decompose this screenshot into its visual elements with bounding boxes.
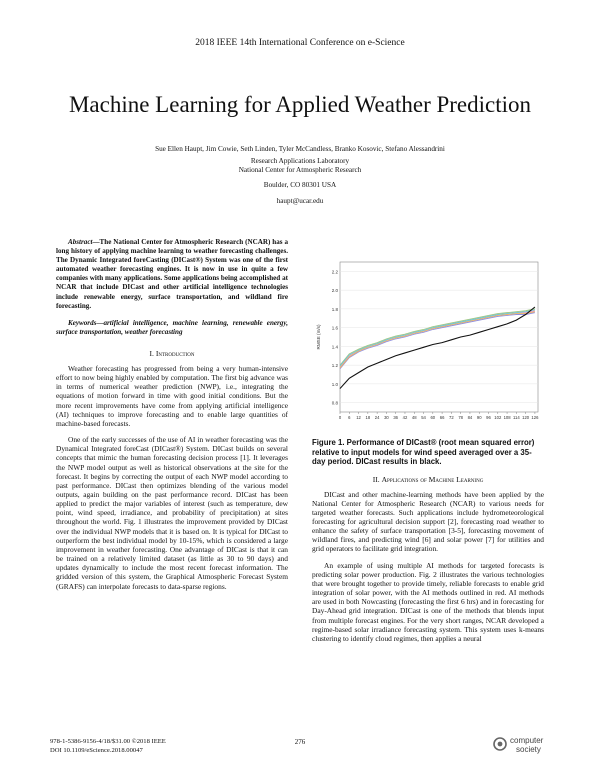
right-column bbox=[312, 438, 544, 643]
intro-paragraph-1: Weather forecasting has progressed from being a very human-intensive effort to now being highly enabled by computation. The first big advance was in terms of numerical weather prediction (NWP), i.e., integrating the equations of motion forward in time with good initial conditions. But the more recent improvements have come from applying artificial intelligence (AI) techniques to improve forecasting and to enable large quantities of machine-based forecasts. bbox=[56, 363, 288, 428]
footer-isbn: 978-1-5386-9156-4/18/$31.00 ©2018 IEEE bbox=[50, 738, 166, 745]
y-tick-label: 1.0 bbox=[331, 381, 338, 387]
intro-paragraph-2: One of the early successes of the use of AI in weather forecasting was the Dynamical Integrated foreCast (DICast®) System. DICast builds on several concepts that mimic the human forecasting decision process [1]. It leverages the NWP model output as well as historical observations at the site for the forecast. It begins by correcting the output of each NWP model according to past performance. DICast then optimizes blending of the various model outputs, again building on the past performance record. DICast has been applied to predict the major variables of interest (such as temperature, dew point, wind speed, irradiance, and probability of precipitation) at sites throughout the world. Fig. 1 illustrates the improvement provided by DICast over the individual NWP models that it is based on. It is typical for DICast to outperform the best individual model by 10-15%, which is considered a large improvement in weather forecasting. One advantage of DICast is that it can be trained on a relatively limited dataset (as little as 30 to 90 days) and updates dynamically to include the most recent forecast information. The gridded version of this system, the Graphical Atmospheric Forecast System (GRAFS) can interpolate forecasts to data-sparse regions. bbox=[56, 435, 288, 591]
x-tick-label: 6 bbox=[348, 415, 351, 420]
section-heading-applications bbox=[312, 475, 544, 484]
y-tick-label: 1.8 bbox=[331, 306, 338, 312]
x-tick-label: 18 bbox=[365, 415, 371, 420]
x-tick-label: 24 bbox=[374, 415, 380, 420]
section-title: Introduction bbox=[155, 348, 195, 358]
y-tick-label: 1.4 bbox=[331, 344, 338, 350]
logo-text-society: society bbox=[516, 745, 541, 754]
x-tick-label: 48 bbox=[411, 415, 417, 420]
abstract-lead: Abstract bbox=[68, 238, 93, 246]
x-tick-label: 108 bbox=[503, 415, 511, 420]
affiliation-center: National Center for Atmospheric Research bbox=[238, 166, 362, 174]
abstract-text: —The National Center for Atmospheric Research (NCAR) has a long history of applying machine learning to weather forecasting challenges. The Dynamic Integrated foreCasting (DICast®) System was one of the first automated weather forecasting engines. It is now in use in quite a few companies with many applications. Some applications being accomplished at NCAR that include DICast and other artificial intelligence technologies include renewable energy, surface transportation, and wildland fire forecasting. bbox=[56, 238, 288, 310]
section-number: I. bbox=[149, 348, 154, 358]
applications-paragraph-2: An example of using multiple AI methods for targeted forecasts is predicting solar power production. Fig. 2 illustrates the various technologies that were brought together to provide timely, reliable forecasts to enable grid integration of solar power, with the AI methods outlined in red. AI methods are used in both Nowcasting (forecasting the first 6 hrs) and in forecasting for Day-Ahead grid integration. DICast is one of the methods that blends input from multiple forecast engines. For the very short ranges, NCAR developed a regime-based solar irradiance forecasting system. This system uses k-means clustering to identify cloud regimes, then applies a neural bbox=[312, 560, 544, 643]
y-tick-label: 2.0 bbox=[331, 288, 338, 294]
computer-society-logo-icon bbox=[492, 736, 508, 752]
affiliation bbox=[0, 157, 600, 175]
y-tick-label: 1.2 bbox=[331, 363, 338, 369]
x-tick-label: 12 bbox=[356, 415, 361, 420]
x-tick-label: 36 bbox=[393, 415, 399, 420]
x-tick-label: 102 bbox=[494, 415, 502, 420]
y-tick-label: 2.2 bbox=[331, 269, 338, 275]
x-tick-label: 78 bbox=[458, 415, 463, 420]
x-tick-label: 42 bbox=[402, 415, 408, 420]
x-tick-label: 54 bbox=[421, 415, 426, 420]
author-list: Sue Ellen Haupt, Jim Cowie, Seth Linden, Tyler McCandless, Branko Kosovic, Stefano Alessandrini bbox=[155, 145, 445, 153]
logo-text-computer: computer bbox=[510, 736, 544, 745]
x-tick-label: 114 bbox=[513, 415, 520, 420]
x-tick-label: 66 bbox=[439, 415, 445, 420]
footer-doi: DOI 10.1109/eScience.2018.00047 bbox=[50, 746, 143, 754]
abstract bbox=[56, 238, 288, 311]
x-tick-label: 72 bbox=[449, 415, 454, 420]
paper-title: Machine Learning for Applied Weather Prediction bbox=[68, 92, 532, 117]
x-tick-label: 126 bbox=[531, 415, 539, 420]
applications-paragraph-1: DICast and other machine-learning methods have been applied by the National Center for Atmospheric Research (NCAR) to various needs for targeted weather forecasts. Such applications include hydrometeorological forecasting for agricultural decision support [2], forecasting road weather to enhance the safety of surface transportation [3-5], forecasting movement of wildland fires, and predicting wind [6] and solar power [7] for utilities and grid operators to facilitate grid integration. bbox=[312, 489, 544, 554]
x-tick-label: 0 bbox=[338, 415, 342, 420]
figure-caption: Figure 1. Performance of DICast® (root mean squared error) relative to input models for wind speed averaged over a 35-day period. DICast results in black. bbox=[312, 438, 535, 466]
section-heading-introduction bbox=[56, 349, 288, 358]
x-tick-label: 120 bbox=[522, 415, 530, 420]
section-title: Applications of Machine Learning bbox=[381, 474, 484, 484]
page-number: 276 bbox=[294, 738, 306, 746]
rmse-line-chart bbox=[312, 246, 544, 428]
plot-area bbox=[340, 262, 538, 412]
conference-header: 2018 IEEE 14th International Conference on e-Science bbox=[195, 38, 405, 48]
x-tick-label: 30 bbox=[384, 415, 389, 420]
keywords: Keywords—artificial intelligence, machine learning, renewable energy, surface transportation, weather forecasting bbox=[56, 318, 288, 336]
computer-society-logo bbox=[492, 730, 552, 760]
affiliation-location: Boulder, CO 80301 USA bbox=[263, 181, 337, 189]
x-tick-label: 84 bbox=[467, 415, 473, 420]
section-number: II. bbox=[372, 474, 380, 484]
x-tick-label: 96 bbox=[486, 415, 491, 420]
author-email: haupt@ucar.edu bbox=[276, 197, 324, 205]
y-tick-label: 1.6 bbox=[331, 325, 338, 331]
affiliation-lab: Research Applications Laboratory bbox=[250, 157, 350, 165]
left-column bbox=[56, 238, 288, 591]
x-tick-label: 90 bbox=[476, 415, 482, 420]
figure-1 bbox=[312, 246, 544, 428]
y-axis-label: RMSE (m/s) bbox=[316, 324, 321, 350]
x-tick-label: 60 bbox=[430, 415, 436, 420]
y-tick-label: 0.8 bbox=[331, 400, 338, 406]
